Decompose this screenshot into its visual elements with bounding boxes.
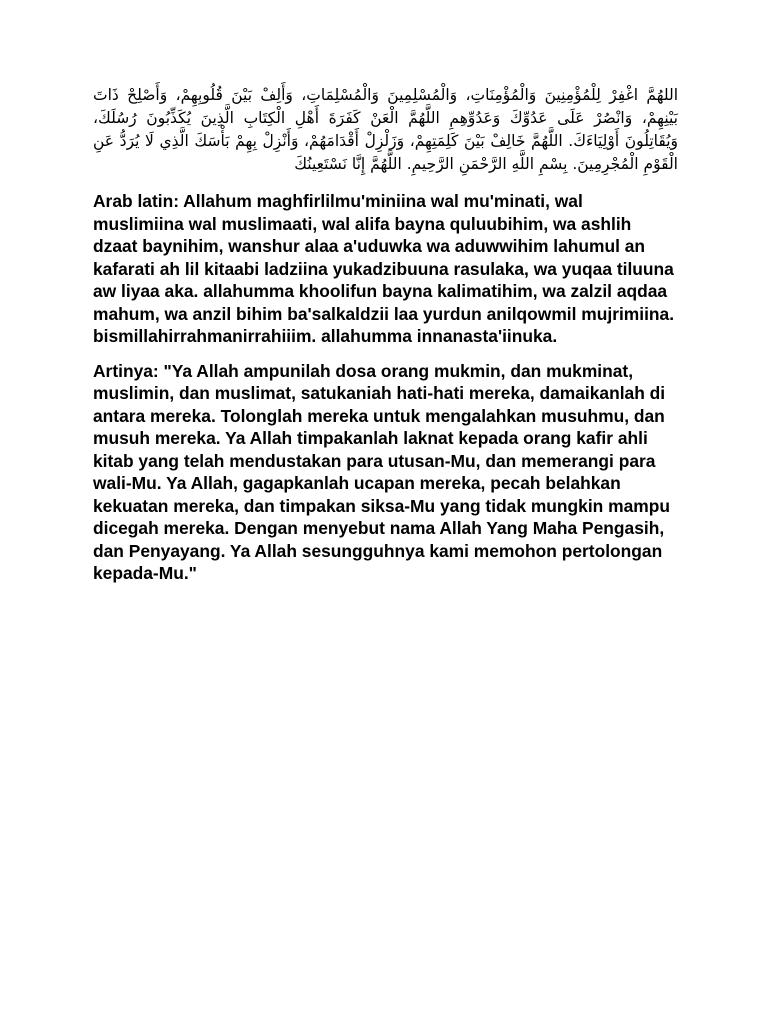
translation-paragraph: Artinya: "Ya Allah ampunilah dosa orang mukmin, dan mukminat, muslimin, dan muslimat, satukaniah hati-hati mereka, damaikanlah di antara mereka. Tolonglah mereka untuk mengalahkan musuhmu, dan musuh mereka. Ya Allah timpakanlah laknat kepada orang kafir ahli kitab yang telah mendustakan para utusan-Mu, dan memerangi para wali-Mu. Ya Allah, gagapkanlah ucapan mereka, pecah belahkan kekuatan mereka, dan timpakan siksa-Mu yang tidak mungkin mampu dicegah mereka. Dengan menyebut nama Allah Yang Maha Pengasih, dan Penyayang. Ya Allah sesungguhnya kami memohon pertolongan kepada-Mu." [93,360,670,583]
arab-latin-paragraph: Arab latin: Allahum maghfirlilmu'miniina wal mu'minati, wal muslimiina wal muslimaati, wal alifa bayna quluubihim, wa ashlih dzaat baynihim, wanshur alaa a'uduwka wa aduwwihim lahumul an kafarati ah lil kitaabi ladziina yukadzibuuna rasulaka, wa yuqaa tiluuna aw liyaa aka. allahumma khoolifun bayna kalimatihim, wa zalzil aqdaa mahum, wa anzil bihim ba'salkaldzii laa yurdun anilqowmil mujrimiina. bismillahirrahmanirrahiiim. allahumma innanasta'iinuka. [93,191,675,346]
arabic-prayer-text: اللهُمَّ اغْفِرْ لِلْمُؤْمِنِينَ وَالْمُؤْمِنَاتِ، وَالْمُسْلِمِينَ وَالْمُسْلِمَاتِ، وَأَلِفْ بَيْنَ قُلُوبِهِمْ، وَأَصْلِحْ ذَاتَ بَيْنِهِمْ، وَانْصُرْ عَلَى عَدُوِّكَ وَعَدُوِّهِمِ اللَّهُمَّ الْعَنْ كَفَرَةَ أَهْلِ الْكِتَابِ الَّذِينَ يُكَذِّبُونَ رُسُلَكَ، وَيُقَاتِلُونَ أَوْلِيَاءَكَ. اللَّهُمَّ خَالِفْ بَيْنَ كَلِمَتِهِمْ، وَزَلْزِلْ أَقْدَامَهُمْ، وَأَنْزِلْ بِهِمْ بَأْسَكَ الَّذِي لَا يُرَدُّ عَنِ الْقَوْمِ الْمُجْرِمِينَ. بِسْمِ اللَّهِ الرَّحْمَنِ الرَّحِيمِ. اللَّهُمَّ إِنَّا نَسْتَعِينُكَ [93,86,678,173]
document-page [93,84,678,597]
